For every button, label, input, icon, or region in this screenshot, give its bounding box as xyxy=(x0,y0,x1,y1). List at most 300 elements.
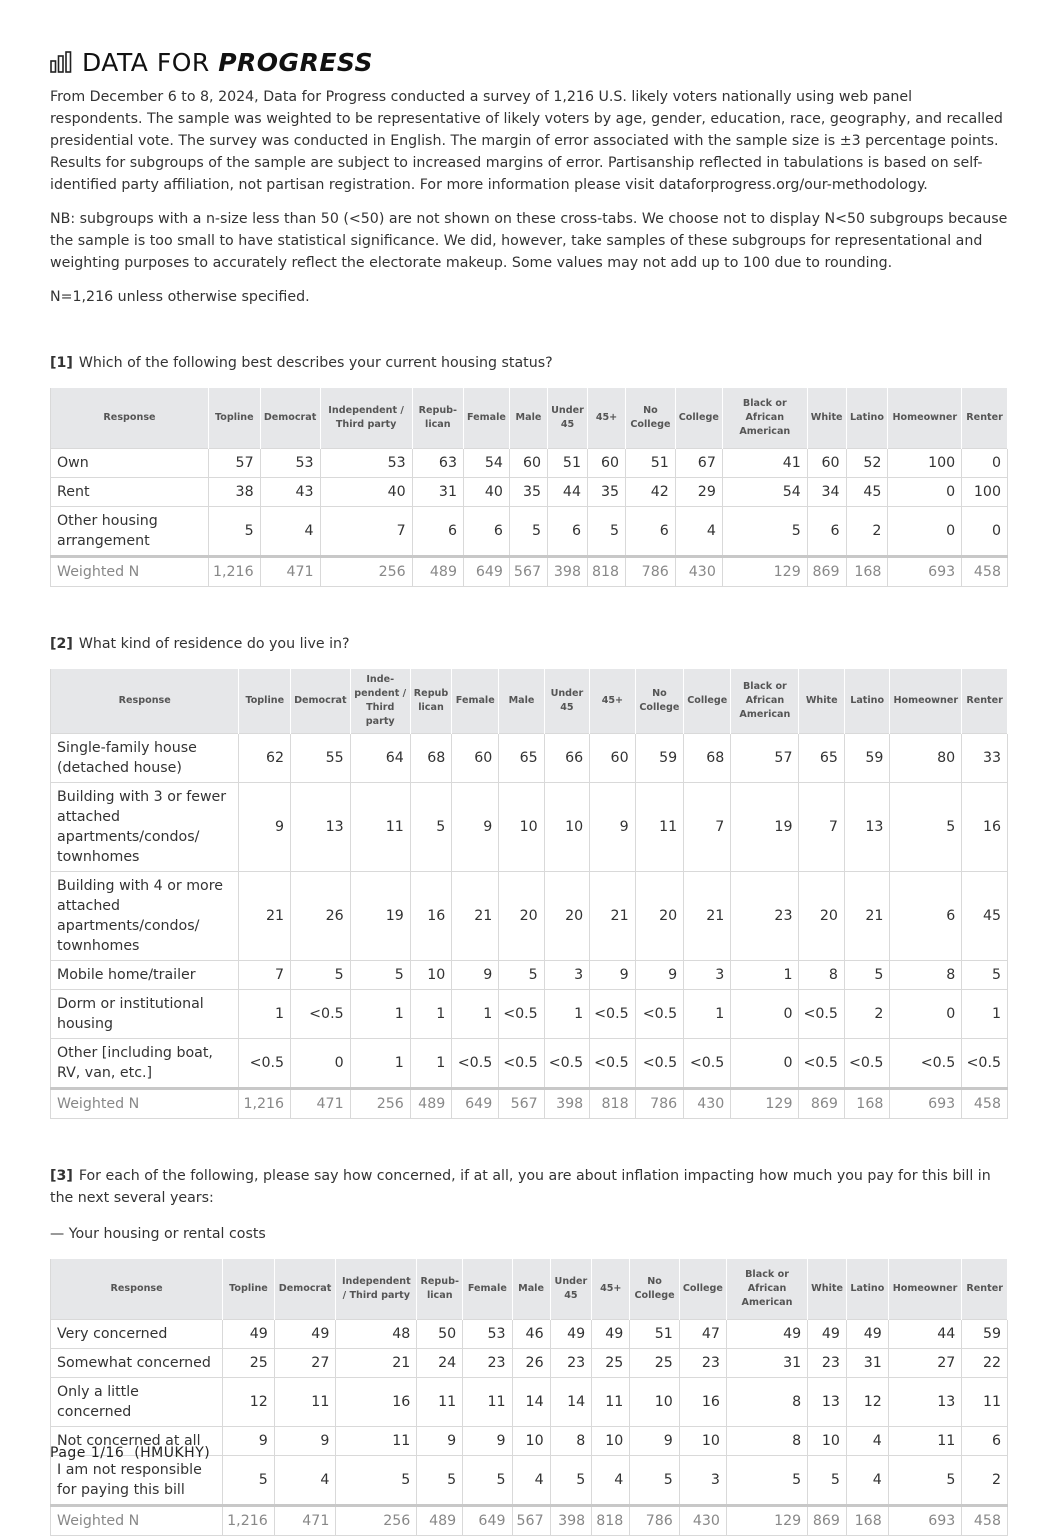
cell-value: 31 xyxy=(846,1349,888,1378)
column-header: College xyxy=(684,669,731,734)
cell-value: 11 xyxy=(888,1427,962,1456)
cell-value: 21 xyxy=(844,872,889,961)
question-text: [3] For each of the following, please say how concerned, if at all, you are about inflation impacting how much you pay for this bill in the next several years: xyxy=(50,1168,991,1206)
cell-value: 1 xyxy=(544,990,589,1039)
weighted-n-value: 471 xyxy=(260,557,320,587)
column-header: Black or African American xyxy=(726,1259,807,1320)
cell-value: 54 xyxy=(722,478,807,507)
cell-value: 62 xyxy=(239,734,291,783)
cell-value: 21 xyxy=(239,872,291,961)
column-header: Male xyxy=(509,388,547,449)
cell-value: 20 xyxy=(499,872,544,961)
table-row xyxy=(51,1039,1008,1089)
cell-value: 5 xyxy=(350,961,410,990)
cell-value: 1 xyxy=(452,990,499,1039)
column-header: Black or African American xyxy=(722,388,807,449)
cell-value: 0 xyxy=(731,1039,799,1089)
table-row xyxy=(51,734,1008,783)
column-header: Homeowner xyxy=(890,669,962,734)
weighted-n-value: 129 xyxy=(726,1506,807,1536)
cell-value: 42 xyxy=(626,478,676,507)
table-row xyxy=(51,449,1008,478)
weighted-n-value: 693 xyxy=(888,557,962,587)
cell-value: 34 xyxy=(807,478,846,507)
cell-value: 13 xyxy=(291,783,351,872)
weighted-n-value: 430 xyxy=(675,557,722,587)
column-header: Homeowner xyxy=(888,1259,962,1320)
weighted-n-value: 693 xyxy=(890,1089,962,1119)
cell-value: 9 xyxy=(590,783,635,872)
cell-value: <0.5 xyxy=(590,1039,635,1089)
response-label: I am not responsible for paying this bill xyxy=(51,1456,223,1506)
cell-value: 46 xyxy=(512,1320,550,1349)
cell-value: 0 xyxy=(888,507,962,557)
cell-value: 1 xyxy=(410,990,451,1039)
cell-value: <0.5 xyxy=(452,1039,499,1089)
page-number: Page 1/16 xyxy=(50,1445,125,1461)
column-header: Under 45 xyxy=(544,669,589,734)
cell-value: 29 xyxy=(675,478,722,507)
cell-value: 16 xyxy=(962,783,1008,872)
response-label: Building with 3 or fewer attached apartments/condos/ townhomes xyxy=(51,783,239,872)
cell-value: 12 xyxy=(846,1378,888,1427)
cell-value: 5 xyxy=(890,783,962,872)
cell-value: 4 xyxy=(675,507,722,557)
cell-value: 5 xyxy=(587,507,625,557)
cell-value: 6 xyxy=(962,1427,1008,1456)
cell-value: 53 xyxy=(260,449,320,478)
cell-value: 54 xyxy=(463,449,509,478)
cell-value: 21 xyxy=(684,872,731,961)
cell-value: 7 xyxy=(320,507,412,557)
response-label: Other [including boat, RV, van, etc.] xyxy=(51,1039,239,1089)
methodology-paragraph: From December 6 to 8, 2024, Data for Progress conducted a survey of 1,216 U.S. likely voters nationally using web panel respondents. The sample was weighted to be representative of likely voters by age, gender, education, race, geography, and recalled presidential vote. The survey was conducted in English. The margin of error associated with the sample size is ±3 percentage points. Results for subgroups of the sample are subject to increased margins of error. Partisanship reflected in tabulations is based on self-identified party affiliation, not partisan registration. For more information please visit dataforprogress.org/our-methodology. xyxy=(50,89,1003,193)
cell-value: 50 xyxy=(417,1320,463,1349)
cell-value: 9 xyxy=(630,1427,680,1456)
weighted-n-value: 129 xyxy=(731,1089,799,1119)
crosstab-table xyxy=(50,1259,1008,1536)
weighted-n-value: 489 xyxy=(412,557,463,587)
cell-value: 3 xyxy=(679,1456,726,1506)
cell-value: 20 xyxy=(544,872,589,961)
cell-value: 68 xyxy=(410,734,451,783)
cell-value: 23 xyxy=(679,1349,726,1378)
cell-value: 40 xyxy=(320,478,412,507)
weighted-n-row xyxy=(51,557,1008,587)
cell-value: 59 xyxy=(635,734,684,783)
crosstab-table xyxy=(50,388,1008,587)
weighted-n-value: 489 xyxy=(417,1506,463,1536)
column-header: Response xyxy=(51,388,209,449)
column-header: Black or African American xyxy=(731,669,799,734)
weighted-n-label: Weighted N xyxy=(51,1089,239,1119)
cell-value: 21 xyxy=(452,872,499,961)
question-subitem: — Your housing or rental costs xyxy=(50,1226,266,1242)
column-header: White xyxy=(799,669,844,734)
cell-value: 5 xyxy=(808,1456,847,1506)
weighted-n-value: 398 xyxy=(544,1089,589,1119)
cell-value: 2 xyxy=(844,990,889,1039)
cell-value: 4 xyxy=(846,1456,888,1506)
cell-value: <0.5 xyxy=(684,1039,731,1089)
cell-value: 52 xyxy=(846,449,888,478)
cell-value: 8 xyxy=(726,1378,807,1427)
cell-value: 49 xyxy=(808,1320,847,1349)
cell-value: 9 xyxy=(274,1427,336,1456)
table-row xyxy=(51,1378,1008,1427)
cell-value: 6 xyxy=(412,507,463,557)
document-code: (HMUKHY) xyxy=(134,1445,211,1461)
weighted-n-value: 786 xyxy=(630,1506,680,1536)
cell-value: 49 xyxy=(223,1320,275,1349)
cell-value: 9 xyxy=(452,961,499,990)
weighted-n-value: 649 xyxy=(463,557,509,587)
weighted-n-value: 458 xyxy=(962,1506,1008,1536)
response-label: Other housing arrangement xyxy=(51,507,209,557)
column-header: Male xyxy=(499,669,544,734)
column-header: No College xyxy=(635,669,684,734)
cell-value: 1 xyxy=(350,1039,410,1089)
cell-value: 10 xyxy=(808,1427,847,1456)
column-header: 45+ xyxy=(592,1259,630,1320)
weighted-n-value: 786 xyxy=(635,1089,684,1119)
cell-value: 25 xyxy=(223,1349,275,1378)
column-header: Under 45 xyxy=(550,1259,592,1320)
table-row xyxy=(51,1456,1008,1506)
cell-value: 3 xyxy=(544,961,589,990)
cell-value: 35 xyxy=(587,478,625,507)
cell-value: 9 xyxy=(239,783,291,872)
cell-value: 0 xyxy=(888,478,962,507)
weighted-n-value: 168 xyxy=(846,557,888,587)
cell-value: 5 xyxy=(726,1456,807,1506)
weighted-n-value: 256 xyxy=(336,1506,417,1536)
logo xyxy=(50,44,1008,80)
cell-value: 0 xyxy=(890,990,962,1039)
cell-value: 6 xyxy=(890,872,962,961)
cell-value: 100 xyxy=(888,449,962,478)
question-1 xyxy=(50,352,1008,587)
cell-value: 5 xyxy=(417,1456,463,1506)
cell-value: 65 xyxy=(499,734,544,783)
cell-value: 19 xyxy=(350,872,410,961)
cell-value: 5 xyxy=(509,507,547,557)
cell-value: 1 xyxy=(684,990,731,1039)
weighted-n-value: 471 xyxy=(274,1506,336,1536)
column-header: Democrat xyxy=(260,388,320,449)
cell-value: 23 xyxy=(463,1349,512,1378)
table-row xyxy=(51,1320,1008,1349)
cell-value: 5 xyxy=(962,961,1008,990)
weighted-n-value: 786 xyxy=(626,557,676,587)
cell-value: <0.5 xyxy=(499,1039,544,1089)
weighted-n-value: 1,216 xyxy=(208,557,260,587)
weighted-n-label: Weighted N xyxy=(51,557,209,587)
cell-value: 7 xyxy=(799,783,844,872)
weighted-n-row xyxy=(51,1506,1008,1536)
cell-value: 4 xyxy=(274,1456,336,1506)
cell-value: 51 xyxy=(630,1320,680,1349)
cell-value: 1 xyxy=(410,1039,451,1089)
weighted-n-value: 649 xyxy=(463,1506,512,1536)
cell-value: 9 xyxy=(417,1427,463,1456)
column-header: College xyxy=(675,388,722,449)
cell-value: 1 xyxy=(239,990,291,1039)
column-header: Topline xyxy=(239,669,291,734)
column-header: No College xyxy=(630,1259,680,1320)
cell-value: 1 xyxy=(731,961,799,990)
question-2 xyxy=(50,633,1008,1119)
weighted-n-value: 869 xyxy=(807,557,846,587)
response-label: Mobile home/trailer xyxy=(51,961,239,990)
cell-value: 19 xyxy=(731,783,799,872)
cell-value: 8 xyxy=(799,961,844,990)
weighted-n-value: 1,216 xyxy=(239,1089,291,1119)
cell-value: 23 xyxy=(808,1349,847,1378)
cell-value: 44 xyxy=(888,1320,962,1349)
cell-value: 6 xyxy=(807,507,846,557)
weighted-n-value: 129 xyxy=(722,557,807,587)
cell-value: 45 xyxy=(962,872,1008,961)
cell-value: 11 xyxy=(336,1427,417,1456)
cell-value: 10 xyxy=(410,961,451,990)
column-header: Response xyxy=(51,669,239,734)
cell-value: 68 xyxy=(684,734,731,783)
response-label: Only a little concerned xyxy=(51,1378,223,1427)
cell-value: <0.5 xyxy=(799,1039,844,1089)
cell-value: 57 xyxy=(208,449,260,478)
column-header: Topline xyxy=(208,388,260,449)
column-header: No College xyxy=(626,388,676,449)
cell-value: 5 xyxy=(463,1456,512,1506)
cell-value: 5 xyxy=(223,1456,275,1506)
cell-value: 11 xyxy=(592,1378,630,1427)
cell-value: 4 xyxy=(846,1427,888,1456)
column-header: White xyxy=(808,1259,847,1320)
cell-value: 10 xyxy=(512,1427,550,1456)
cell-value: 59 xyxy=(962,1320,1008,1349)
cell-value: 64 xyxy=(350,734,410,783)
table-row xyxy=(51,783,1008,872)
column-header: Inde- pendent / Third party xyxy=(350,669,410,734)
weighted-n-label: Weighted N xyxy=(51,1506,223,1536)
table-row xyxy=(51,1349,1008,1378)
cell-value: 5 xyxy=(499,961,544,990)
weighted-n-value: 649 xyxy=(452,1089,499,1119)
response-label: Building with 4 or more attached apartments/condos/ townhomes xyxy=(51,872,239,961)
weighted-n-value: 398 xyxy=(548,557,588,587)
cell-value: 43 xyxy=(260,478,320,507)
cell-value: 10 xyxy=(630,1378,680,1427)
cell-value: 59 xyxy=(844,734,889,783)
cell-value: 9 xyxy=(452,783,499,872)
cell-value: 9 xyxy=(223,1427,275,1456)
cell-value: 5 xyxy=(630,1456,680,1506)
cell-value: <0.5 xyxy=(291,990,351,1039)
cell-value: 60 xyxy=(509,449,547,478)
weighted-n-value: 567 xyxy=(509,557,547,587)
cell-value: 10 xyxy=(592,1427,630,1456)
cell-value: 13 xyxy=(844,783,889,872)
cell-value: 5 xyxy=(550,1456,592,1506)
cell-value: 9 xyxy=(635,961,684,990)
cell-value: 5 xyxy=(410,783,451,872)
cell-value: 45 xyxy=(846,478,888,507)
weighted-n-value: 869 xyxy=(799,1089,844,1119)
column-header: Democrat xyxy=(291,669,351,734)
cell-value: 8 xyxy=(890,961,962,990)
response-label: Somewhat concerned xyxy=(51,1349,223,1378)
weighted-n-value: 567 xyxy=(499,1089,544,1119)
response-label: Not concerned at all xyxy=(51,1427,223,1456)
cell-value: <0.5 xyxy=(844,1039,889,1089)
cell-value: 0 xyxy=(291,1039,351,1089)
cell-value: <0.5 xyxy=(635,990,684,1039)
cell-value: <0.5 xyxy=(635,1039,684,1089)
column-header: Renter xyxy=(962,388,1008,449)
cell-value: 80 xyxy=(890,734,962,783)
cell-value: <0.5 xyxy=(590,990,635,1039)
cell-value: 9 xyxy=(463,1427,512,1456)
weighted-n-value: 430 xyxy=(679,1506,726,1536)
cell-value: 4 xyxy=(512,1456,550,1506)
cell-value: 25 xyxy=(630,1349,680,1378)
cell-value: 7 xyxy=(239,961,291,990)
cell-value: 11 xyxy=(962,1378,1008,1427)
cell-value: <0.5 xyxy=(799,990,844,1039)
question-text: [2] What kind of residence do you live in? xyxy=(50,636,350,652)
weighted-n-value: 471 xyxy=(291,1089,351,1119)
cell-value: 24 xyxy=(417,1349,463,1378)
cell-value: 16 xyxy=(679,1378,726,1427)
cell-value: 23 xyxy=(550,1349,592,1378)
cell-value: 49 xyxy=(274,1320,336,1349)
weighted-n-value: 398 xyxy=(550,1506,592,1536)
weighted-n-value: 1,216 xyxy=(223,1506,275,1536)
weighted-n-value: 256 xyxy=(350,1089,410,1119)
cell-value: 9 xyxy=(590,961,635,990)
column-header: Latino xyxy=(846,1259,888,1320)
cell-value: 63 xyxy=(412,449,463,478)
column-header: Under 45 xyxy=(548,388,588,449)
cell-value: 1 xyxy=(350,990,410,1039)
cell-value: 13 xyxy=(888,1378,962,1427)
weighted-n-value: 869 xyxy=(808,1506,847,1536)
cell-value: 5 xyxy=(888,1456,962,1506)
weighted-n-value: 818 xyxy=(592,1506,630,1536)
cell-value: 26 xyxy=(512,1349,550,1378)
column-header: Renter xyxy=(962,669,1008,734)
bar-chart-icon xyxy=(50,51,72,73)
cell-value: 6 xyxy=(548,507,588,557)
cell-value: 20 xyxy=(635,872,684,961)
column-header: Repub- lican xyxy=(412,388,463,449)
weighted-n-value: 458 xyxy=(962,557,1008,587)
cell-value: 12 xyxy=(223,1378,275,1427)
column-header: Female xyxy=(463,388,509,449)
cell-value: 10 xyxy=(544,783,589,872)
cell-value: 2 xyxy=(962,1456,1008,1506)
column-header: White xyxy=(807,388,846,449)
table-row xyxy=(51,990,1008,1039)
column-header: Female xyxy=(452,669,499,734)
cell-value: 25 xyxy=(592,1349,630,1378)
sample-size-note: N=1,216 unless otherwise specified. xyxy=(50,289,310,305)
cell-value: 23 xyxy=(731,872,799,961)
cell-value: 0 xyxy=(962,507,1008,557)
cell-value: 51 xyxy=(548,449,588,478)
response-label: Very concerned xyxy=(51,1320,223,1349)
column-header: College xyxy=(679,1259,726,1320)
cell-value: <0.5 xyxy=(499,990,544,1039)
response-label: Rent xyxy=(51,478,209,507)
crosstab-table xyxy=(50,669,1008,1119)
weighted-n-value: 168 xyxy=(844,1089,889,1119)
cell-value: 47 xyxy=(679,1320,726,1349)
cell-value: 14 xyxy=(512,1378,550,1427)
cell-value: <0.5 xyxy=(544,1039,589,1089)
column-header: Democrat xyxy=(274,1259,336,1320)
cell-value: 49 xyxy=(846,1320,888,1349)
table-row xyxy=(51,872,1008,961)
column-header: Latino xyxy=(844,669,889,734)
question-3 xyxy=(50,1165,1008,1536)
weighted-n-value: 693 xyxy=(888,1506,962,1536)
weighted-n-value: 168 xyxy=(846,1506,888,1536)
cell-value: 8 xyxy=(726,1427,807,1456)
cell-value: 21 xyxy=(336,1349,417,1378)
cell-value: 49 xyxy=(550,1320,592,1349)
question-text: [1] Which of the following best describes your current housing status? xyxy=(50,355,553,371)
cell-value: 3 xyxy=(684,961,731,990)
cell-value: 5 xyxy=(722,507,807,557)
page-footer xyxy=(50,1445,210,1461)
weighted-n-value: 458 xyxy=(962,1089,1008,1119)
cell-value: 11 xyxy=(350,783,410,872)
column-header: Independent / Third party xyxy=(336,1259,417,1320)
column-header: Repub lican xyxy=(410,669,451,734)
cell-value: 27 xyxy=(888,1349,962,1378)
cell-value: 55 xyxy=(291,734,351,783)
cell-value: 21 xyxy=(590,872,635,961)
cell-value: 31 xyxy=(726,1349,807,1378)
cell-value: 57 xyxy=(731,734,799,783)
cell-value: 7 xyxy=(684,783,731,872)
cell-value: 41 xyxy=(722,449,807,478)
cell-value: 13 xyxy=(808,1378,847,1427)
weighted-n-value: 818 xyxy=(587,557,625,587)
cell-value: 0 xyxy=(731,990,799,1039)
weighted-n-value: 430 xyxy=(684,1089,731,1119)
response-label: Own xyxy=(51,449,209,478)
cell-value: 20 xyxy=(799,872,844,961)
cell-value: 0 xyxy=(962,449,1008,478)
column-header: Response xyxy=(51,1259,223,1320)
response-label: Dorm or institutional housing xyxy=(51,990,239,1039)
cell-value: <0.5 xyxy=(890,1039,962,1089)
cell-value: <0.5 xyxy=(239,1039,291,1089)
column-header: Independent / Third party xyxy=(320,388,412,449)
cell-value: 31 xyxy=(412,478,463,507)
column-header: Topline xyxy=(223,1259,275,1320)
cell-value: 66 xyxy=(544,734,589,783)
weighted-n-value: 818 xyxy=(590,1089,635,1119)
column-header: Renter xyxy=(962,1259,1008,1320)
cell-value: 48 xyxy=(336,1320,417,1349)
cell-value: 35 xyxy=(509,478,547,507)
cell-value: 27 xyxy=(274,1349,336,1378)
cell-value: 5 xyxy=(844,961,889,990)
